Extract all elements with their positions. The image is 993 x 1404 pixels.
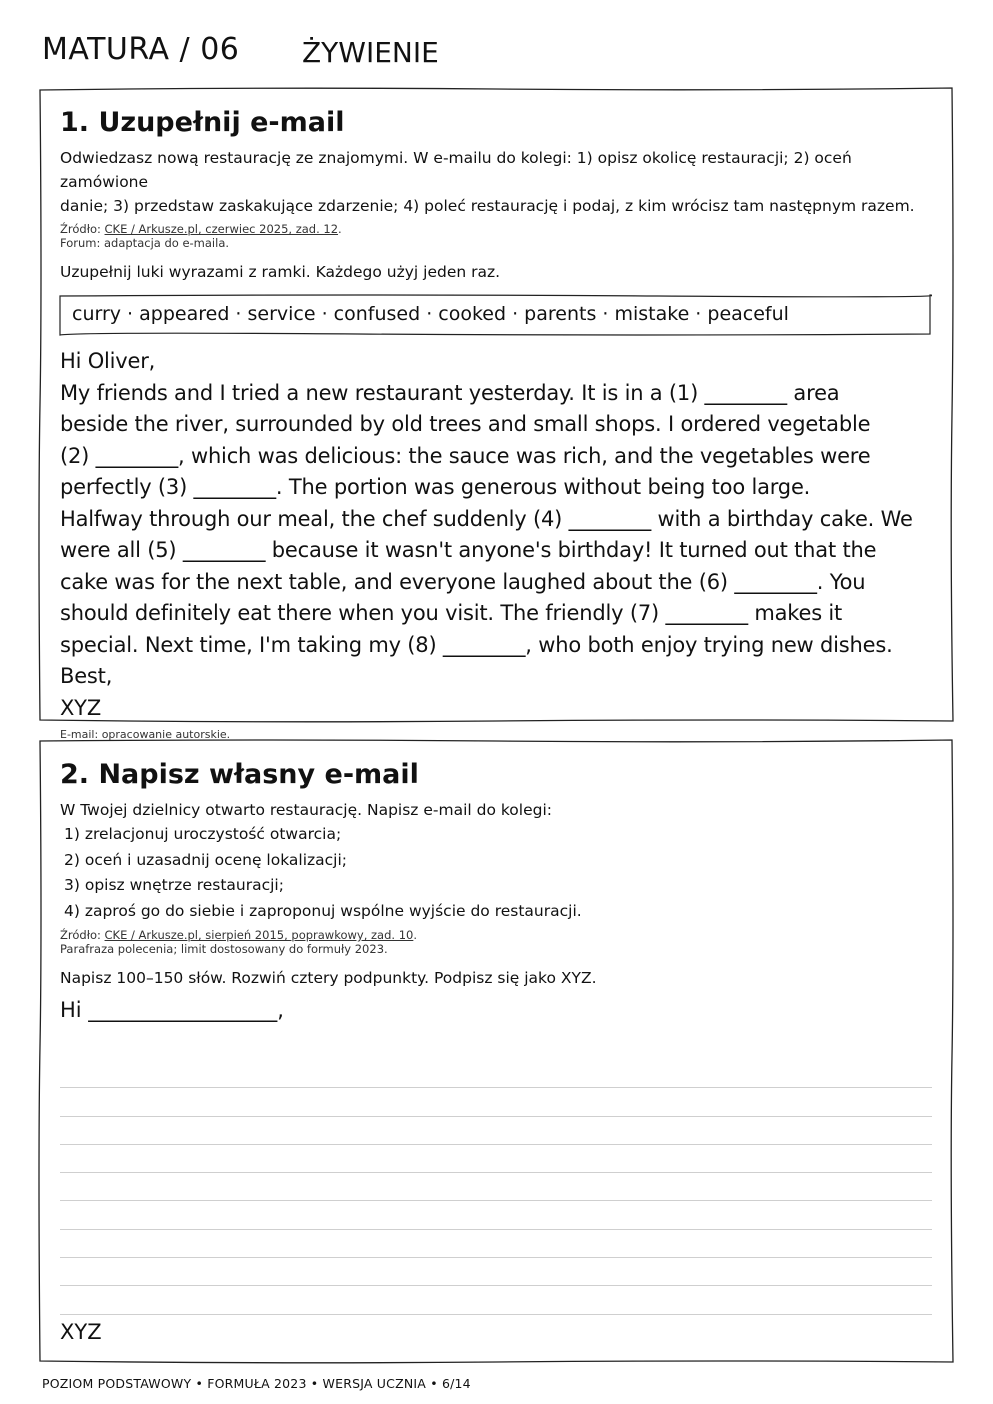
task2-instruction: Napisz 100–150 słów. Rozwiń cztery podpunkty. Podpisz się jako XYZ. [60,969,597,987]
writing-area[interactable] [60,1060,932,1315]
paraphrase-note: Parafraza polecenia; limit dostosowany do formuły 2023. [60,942,388,956]
list-item: 3) opisz wnętrze restauracji; [64,876,284,894]
list-item: 1) zrelacjonuj uroczystość otwarcia; [64,825,342,843]
email-line: were all (5) ________ because it wasn't anyone's birthday! It turned out that the [60,538,877,562]
email-line: special. Next time, I'm taking my (8) ________, who both enjoy trying new dishes. [60,632,893,657]
email-line: Halfway through our meal, the chef suddenly (4) ________ with a birthday cake. We [60,506,913,531]
source-suffix: . [413,928,417,942]
writing-line[interactable] [60,1201,932,1229]
source-link[interactable]: CKE / Arkusze.pl, czerwiec 2025, zad. 12 [104,222,339,236]
source-prefix: Źródło: [60,222,105,236]
task1-prompt-line: Odwiedzasz nową restaurację ze znajomymi. W e-mailu do kolegi: 1) opisz okolicę restauracji; 2) oceń zamówione [60,149,852,191]
email-line: My friends and I tried a new restaurant yesterday. It is in a (1) ________ area [60,380,840,405]
writing-line[interactable] [60,1088,932,1116]
exam-code: MATURA / 06 [42,32,240,67]
source-suffix: . [338,222,342,236]
email-line: XYZ [60,695,102,720]
task1-source [60,222,930,236]
email-line: Best, [60,664,113,688]
email-line: Hi Oliver, [60,349,156,373]
writing-line[interactable] [60,1145,932,1173]
task1-panel [40,88,952,741]
source-prefix: Źródło: [60,928,105,942]
writing-line[interactable] [60,1258,932,1286]
writing-line[interactable] [60,1286,932,1314]
list-item: 4) zaproś go do siebie i zaproponuj wspólne wyjście do restauracji. [64,901,582,920]
word-bank [60,294,930,334]
email-line: cake was for the next table, and everyone laughed about the (6) ________. You [60,569,866,594]
task2-title: 2. Napisz własny e-mail [60,759,419,790]
writing-line[interactable] [60,1173,932,1201]
task1-prompt-line: danie; 3) przedstaw zaskakujące zdarzenie; 4) poleć restaurację i podaj, z kim wrócisz tam następnym razem. [60,197,915,215]
source-link[interactable]: CKE / Arkusze.pl, sierpień 2015, poprawkowy, zad. 10 [104,928,414,942]
email-line: (2) ________, which was delicious: the sauce was rich, and the vegetables were [60,443,871,468]
forum-note: Forum: adaptacja do e-maila. [60,236,230,250]
email-line: perfectly (3) ________. The portion was generous without being too large. [60,475,811,499]
task1-prompt [60,146,930,218]
greeting-line: Hi __________________, [60,998,284,1022]
email-line: beside the river, surrounded by old trees and small shops. I ordered vegetable [60,412,871,436]
email-line: should definitely eat there when you visit. The friendly (7) ________ makes it [60,601,843,625]
topic-title: ŻYWIENIE [302,36,439,69]
task1-instruction: Uzupełnij luki wyrazami z ramki. Każdego użyj jeden raz. [60,263,501,281]
email-source: E-mail: opracowanie autorskie. [60,728,231,741]
email-text [60,346,930,724]
list-item: 2) oceń i uzasadnij ocenę lokalizacji; [64,850,348,869]
task2-prompt: W Twojej dzielnicy otwarto restaurację. Napisz e-mail do kolegi: [60,801,553,819]
page-footer: POZIOM PODSTAWOWY • FORMUŁA 2023 • WERSJA UCZNIA • 6/14 [42,1376,471,1391]
writing-line[interactable] [60,1060,932,1088]
task2-points [60,822,930,924]
writing-line[interactable] [60,1117,932,1145]
word-bank-text: curry · appeared · service · confused · cooked · parents · mistake · peaceful [72,303,789,325]
task1-title: 1. Uzupełnij e-mail [60,107,345,138]
task2-panel [40,740,952,1362]
writing-line[interactable] [60,1230,932,1258]
signature: XYZ [60,1320,102,1344]
task2-source [60,928,930,942]
